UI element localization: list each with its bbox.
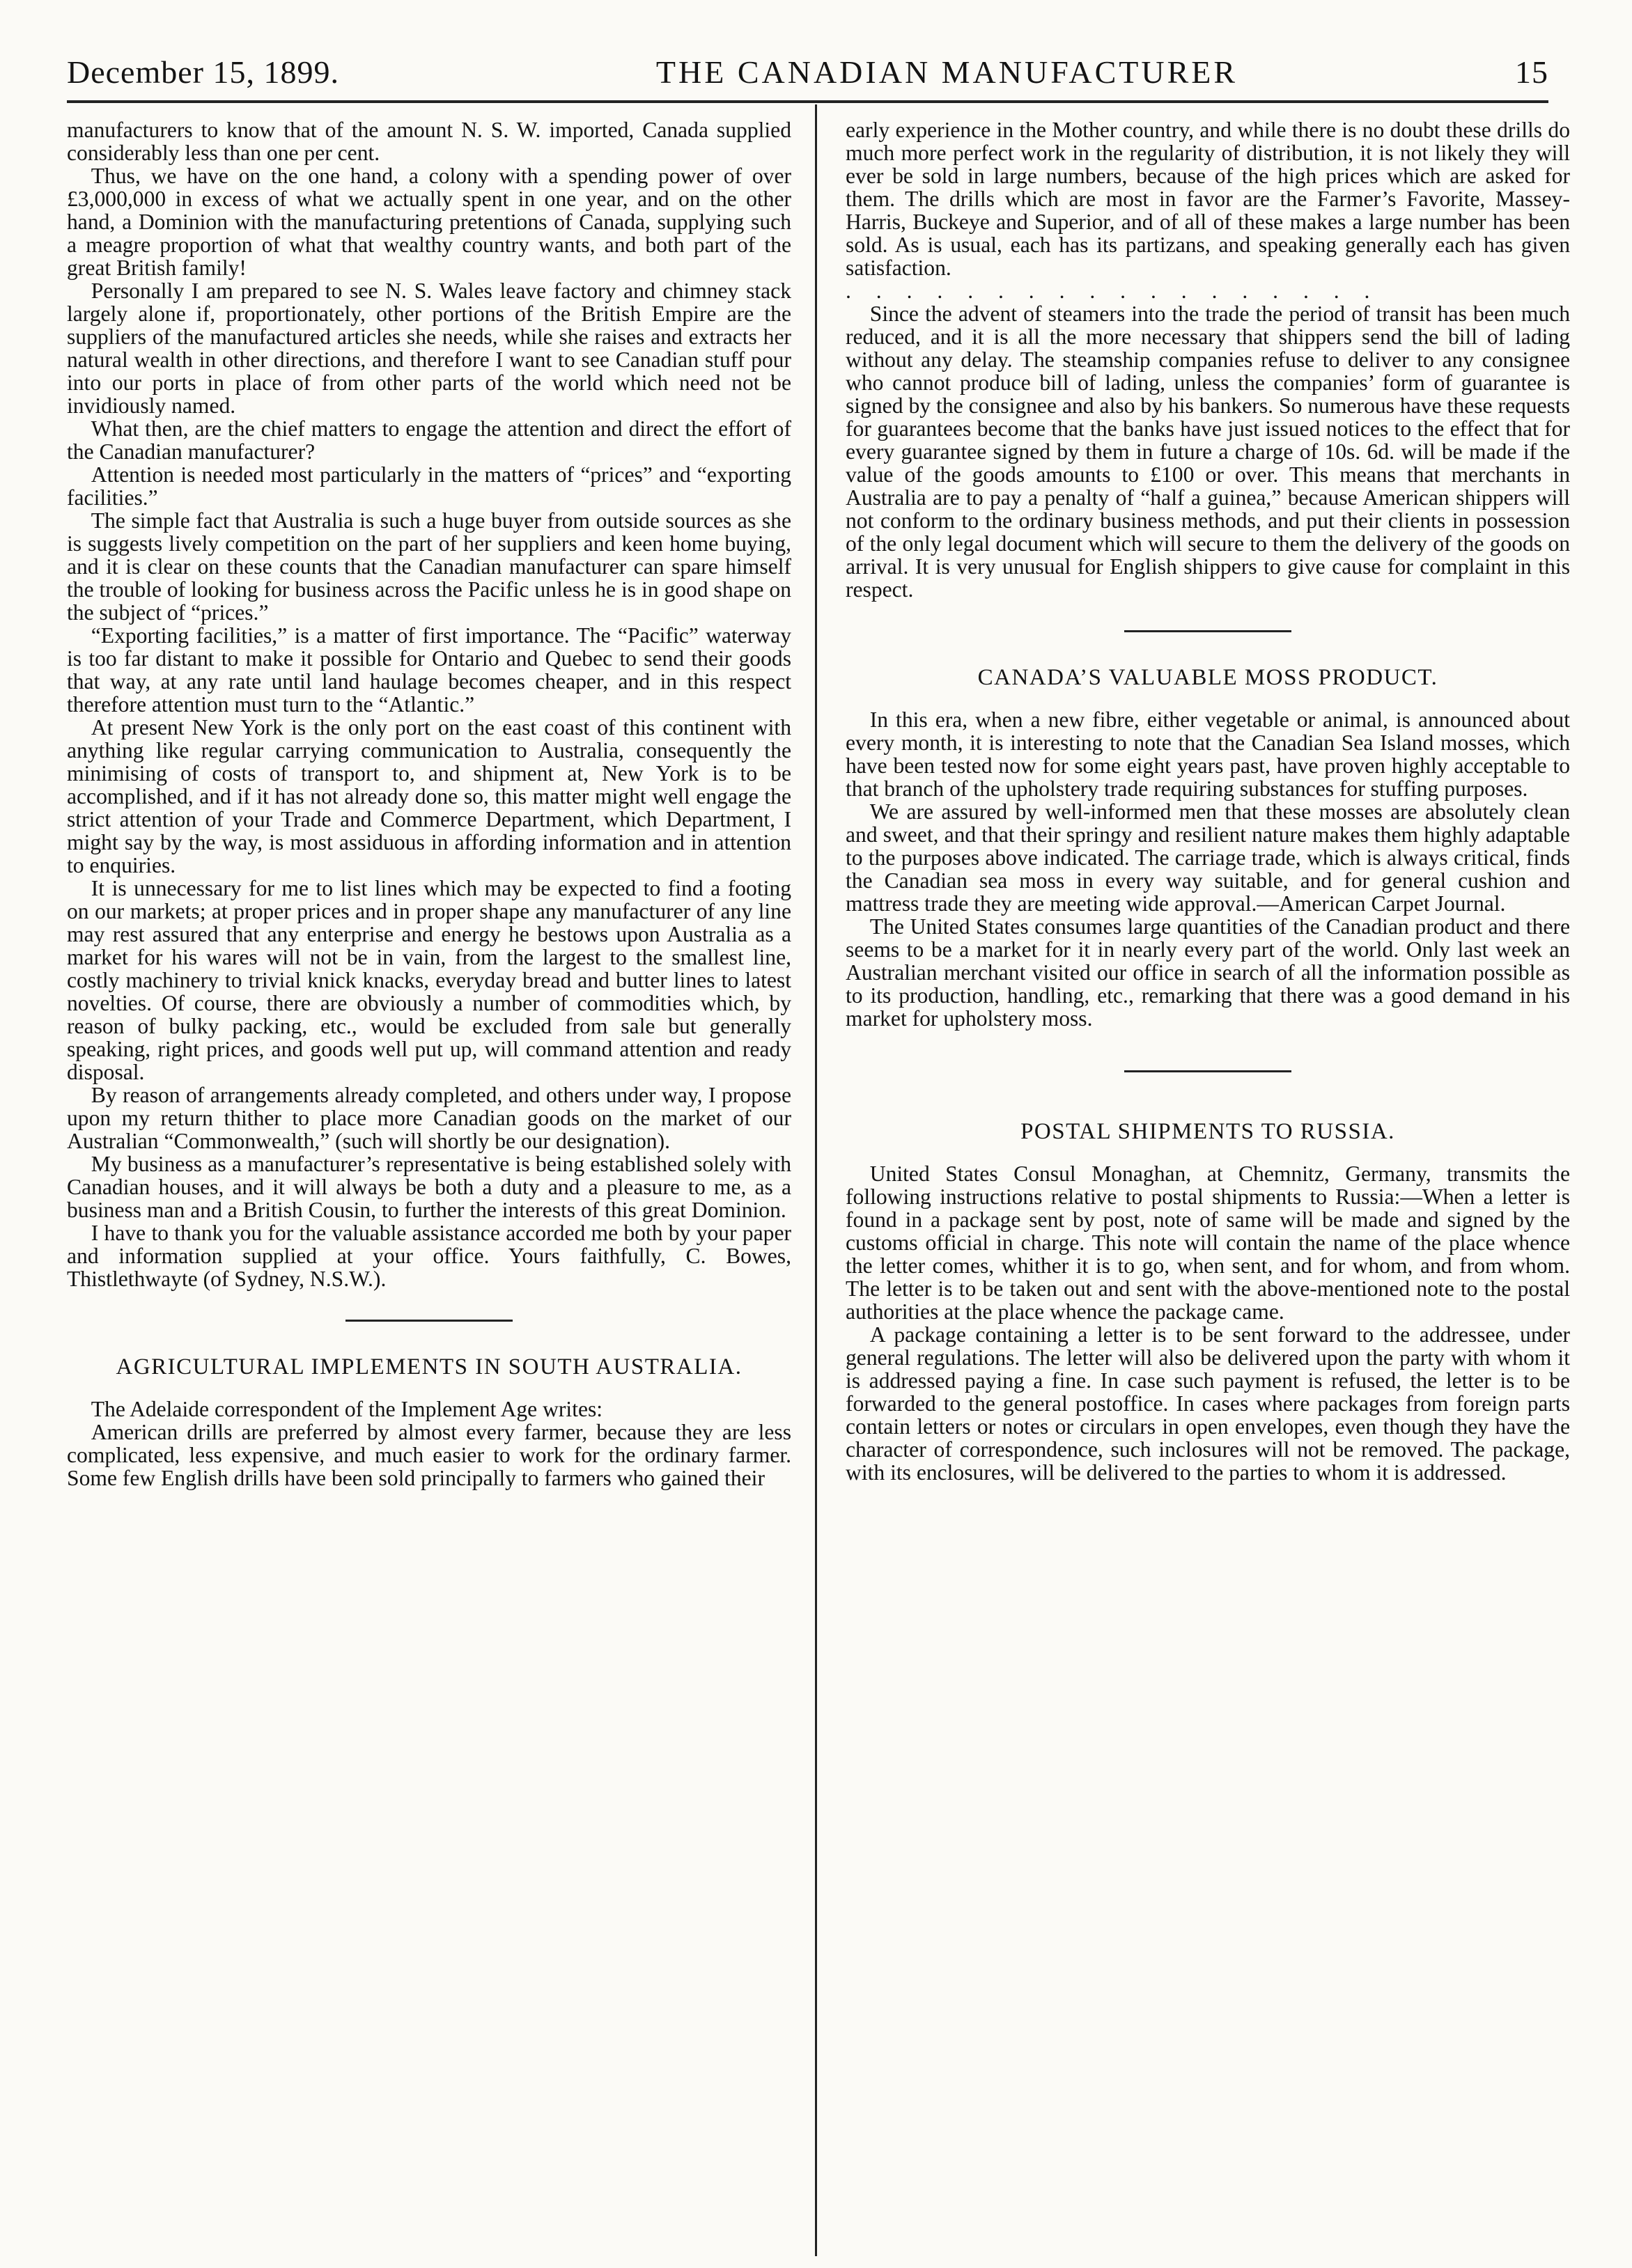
- section-heading: CANADA’S VALUABLE MOSS PRODUCT.: [977, 665, 1438, 690]
- article-paragraph: manufacturers to know that of the amount N. S. W. imported, Canada supplied considerably less than one per cent.: [67, 118, 791, 165]
- article-paragraph: At present New York is the only port on the east coast of this continent with anything like regular carrying communication to Australia, consequently the minimising of costs of transport to, and shipment at, New York is to be accomplished, and if it has not already done so, this matter might well engage the strict attention of your Trade and Commerce Department, which Department, I might say by the way, is most assiduous in affording information and in attention to enquiries.: [67, 715, 791, 877]
- section-divider: [345, 1320, 513, 1322]
- article-paragraph: Thus, we have on the one hand, a colony with a spending power of over £3,000,000 in excess of what we actually spent in one year, and on the other hand, a Dominion with the manufacturing pretentions of Canada, supplying such a meagre proportion of what that wealthy country wants, and both part of the great British family!: [67, 164, 791, 280]
- article-paragraph: “Exporting facilities,” is a matter of first importance. The “Pacific” waterway is too far distant to make it possible for Ontario and Quebec to send their goods that way, at any rate until land haulage becomes cheaper, and in this respect therefore attention must turn to the “Atlantic.”: [67, 623, 791, 717]
- section-divider: [1124, 630, 1291, 632]
- article-paragraph: The United States consumes large quantities of the Canadian product and there seems to be a market for it in nearly every part of the world. Only last week an Australian merchant visited our office in search of all the information possible as to its production, handling, etc., remarking that there was a good demand in his market for upholstery moss.: [846, 914, 1570, 1031]
- article-paragraph: By reason of arrangements already completed, and others under way, I propose upon my return thither to place more Canadian goods on the market of our Australian “Commonwealth,” (such will shortly be our designation).: [67, 1083, 791, 1153]
- article-paragraph: Since the advent of steamers into the trade the period of transit has been much reduced, and it is all the more necessary that shippers send the bill of lading without any delay. The steamship companies refuse to deliver to any consignee who cannot produce bill of lading, unless the companies’ form of guarantee is signed by the consignee and also by his bankers. So numerous have these requests for guarantees become that the banks have just issued notices to the effect that for every guarantee signed by them in future a charge of 10s. 6d. will be made if the value of the goods amounts to £100 or over. This means that merchants in Australia are to pay a penalty of “half a guinea,” because American shippers will not conform to the ordinary business methods, and put their clients in possession of the only legal document which will secure to them the delivery of the goods on arrival. It is very unusual for English shippers to give cause for complaint in this respect.: [846, 302, 1570, 602]
- article-paragraph: Personally I am prepared to see N. S. Wales leave factory and chimney stack largely alone if, proportionately, other portions of the British Empire are the suppliers of the manufactured articles she needs, while she raises and extracts her natural wealth in other directions, and therefore I want to see Canadian stuff pour into our ports in place of from other parts of the world which need not be invidiously named.: [67, 279, 791, 418]
- section-heading: POSTAL SHIPMENTS TO RUSSIA.: [1020, 1119, 1395, 1145]
- issue-date: December 15, 1899.: [67, 54, 339, 90]
- right-column: [846, 118, 1570, 1484]
- article-paragraph: United States Consul Monaghan, at Chemnitz, Germany, transmits the following instructions relative to postal shipments to Russia:—When a letter is found in a package sent by post, note of same will be made and signed by the customs official in charge. This note will contain the name of the place whence the letter comes, whither it is to go, when sent, and for whom, and from whom. The letter is to be taken out and sent with the above-mentioned note to the postal authorities at the place whence the package came.: [846, 1162, 1570, 1324]
- article-paragraph: Attention is needed most particularly in the matters of “prices” and “exporting facilities.”: [67, 462, 791, 510]
- article-paragraph: I have to thank you for the valuable assistance accorded me both by your paper and information supplied at your office. Yours faithfully, C. Bowes, Thistlethwayte (of Sydney, N.S.W.).: [67, 1221, 791, 1291]
- left-column: [67, 118, 791, 1489]
- article-paragraph: American drills are preferred by almost every farmer, because they are less complicated, less expensive, and much easier to work for the ordinary farmer. Some few English drills have been sold principally to farmers who gained their: [67, 1420, 791, 1491]
- section-heading: AGRICULTURAL IMPLEMENTS IN SOUTH AUSTRALIA.: [116, 1354, 743, 1379]
- article-paragraph: We are assured by well-informed men that these mosses are absolutely clean and sweet, and that their springy and resilient nature makes them highly adaptable to the purposes above indicated. The carriage trade, which is always critical, finds the Canadian sea moss in every way suitable, and for general cushion and mattress trade they are meeting wide approval.—American Carpet Journal.: [846, 799, 1570, 916]
- running-head: [67, 47, 1548, 96]
- article-paragraph: It is unnecessary for me to list lines which may be expected to find a footing on our markets; at proper prices and in proper shape any manufacturer of any line may rest assured that any enterprise and energy he bestows upon Australia as a market for his wares will not be in vain, from the largest to the smallest line, costly machinery to trivial knick knacks, everyday bread and butter lines to latest novelties. Of course, there are obviously a number of commodities which, by reason of bulky packing, etc., would be excluded from sale but generally speaking, right prices, and goods well put up, will command attention and ready disposal.: [67, 876, 791, 1084]
- article-paragraph: early experience in the Mother country, and while there is no doubt these drills do much more perfect work in the regularity of distribution, it is not likely they will ever be sold in large numbers, because of the high prices which are asked for them. The drills which are most in favor are the Farmer’s Favorite, Massey-Harris, Buckeye and Superior, and of all of these makes a large number has been sold. As is usual, each has its partizans, and speaking generally each has given satisfaction.: [846, 118, 1570, 280]
- publication-title: THE CANADIAN MANUFACTURER: [655, 54, 1238, 90]
- page-number: 15: [1515, 54, 1548, 90]
- header-rule: [67, 100, 1548, 103]
- article-paragraph: In this era, when a new fibre, either vegetable or animal, is announced about every month, it is interesting to note that the Canadian Sea Island mosses, which have been tested now for some eight years past, have proven highly acceptable to that branch of the upholstery trade requiring substances for stuffing purposes.: [846, 707, 1570, 801]
- article-paragraph: A package containing a letter is to be sent forward to the addressee, under general regulations. The letter will also be delivered upon the party with whom it is addressed paying a fine. In case such payment is refused, the letter is to be forwarded to the general postoffice. In cases where packages from foreign parts contain letters or notes or circulars in open envelopes, even though they have the character of correspondence, such inclosures will not be removed. The package, with its enclosures, will be delivered to the parties to whom it is addressed.: [846, 1322, 1570, 1485]
- article-paragraph: My business as a manufacturer’s representative is being established solely with Canadian houses, and it will always be both a duty and a pleasure to me, as a business man and a British Cousin, to further the interests of this great Dominion.: [67, 1152, 791, 1222]
- article-paragraph: The simple fact that Australia is such a huge buyer from outside sources as she is suggests lively competition on the part of her suppliers and keen home buying, and it is clear on these counts that the Canadian manufacturer can spare himself the trouble of looking for business across the Pacific unless he is in good shape on the subject of “prices.”: [67, 508, 791, 625]
- section-divider: [1124, 1070, 1291, 1072]
- column-divider: [815, 104, 817, 2256]
- ellipsis-row: . . . . . . . . . . . . . . . . . .: [846, 279, 1380, 303]
- article-paragraph: What then, are the chief matters to engage the attention and direct the effort of the Canadian manufacturer?: [67, 416, 791, 464]
- article-paragraph: The Adelaide correspondent of the Implement Age writes:: [91, 1397, 603, 1422]
